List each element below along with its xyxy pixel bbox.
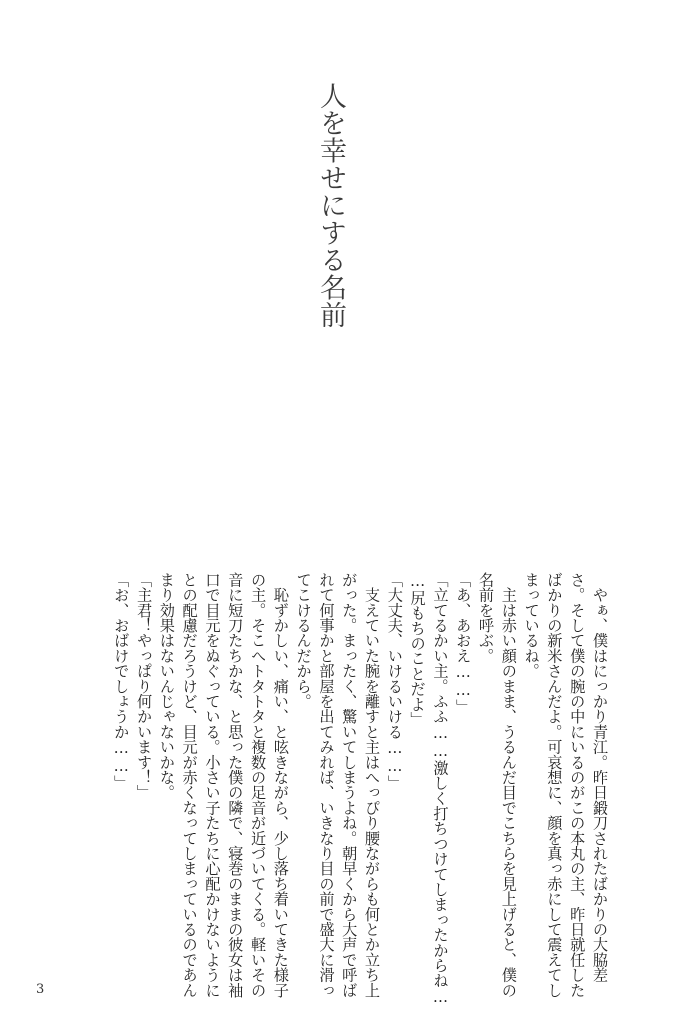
text-line: 音に短刀たちかな、と思った僕の隣で、寝巻のままの彼女は袖: [226, 572, 245, 998]
text-line: まっているね。: [522, 572, 541, 679]
chapter-title: 人を幸せにする名前: [315, 82, 346, 329]
text-line: 口で目元をぬぐっている。小さい子たちに心配かけないように: [203, 572, 222, 998]
text-line: 「主君！やっぱり何かいます！」: [135, 572, 154, 800]
text-line: 「立てるかい主。ふふ……激しく打ちつけてしまったからね…: [431, 572, 450, 1006]
page-number: 3: [36, 982, 45, 997]
text-line: ばかりの新米さんだよ。可哀想に、顔を真っ赤にして震えてし: [545, 572, 564, 998]
text-line: れて何事かと部屋を出てみれば、いきなり目の前で盛大に滑っ: [317, 572, 336, 998]
text-line: との配慮だろうけど、目元が赤くなってしまっているのであん: [180, 572, 199, 998]
text-line: さ。そして僕の腕の中にいるのがこの本丸の主、昨日就任した: [568, 572, 587, 998]
text-line: 恥ずかしい、痛い、と呟きながら、少し落ち着いてきた様子: [271, 572, 290, 998]
text-line: てこけるんだから。: [294, 572, 313, 709]
text-line: …尻もちのことだよ」: [408, 572, 427, 727]
text-line: やぁ、僕はにっかり青江。昨日鍛刀されたばかりの大脇差: [591, 572, 609, 983]
text-line: 「お、おばけでしょうか……」: [112, 572, 131, 791]
text-line: 「あ、あおえ……」: [454, 572, 473, 715]
body-text: [109, 572, 611, 1006]
text-line: の主。そこへトタトタと複数の足音が近づいてくる。軽いその: [249, 572, 268, 998]
text-line: 名前を呼ぶ。: [477, 572, 496, 664]
text-line: まり効果はないんじゃないかな。: [157, 572, 176, 800]
text-line: がった。まったく、驚いてしまうよね。朝早くから大声で呼ば: [340, 572, 359, 998]
text-line: 主は赤い顔のまま、うるんだ目でこちらを見上げると、僕の: [499, 572, 518, 998]
text-line: 支えていた腕を離すと主はへっぴり腰ながらも何とか立ち上: [363, 572, 382, 998]
text-line: 「大丈夫、いけるいける……」: [385, 572, 404, 791]
